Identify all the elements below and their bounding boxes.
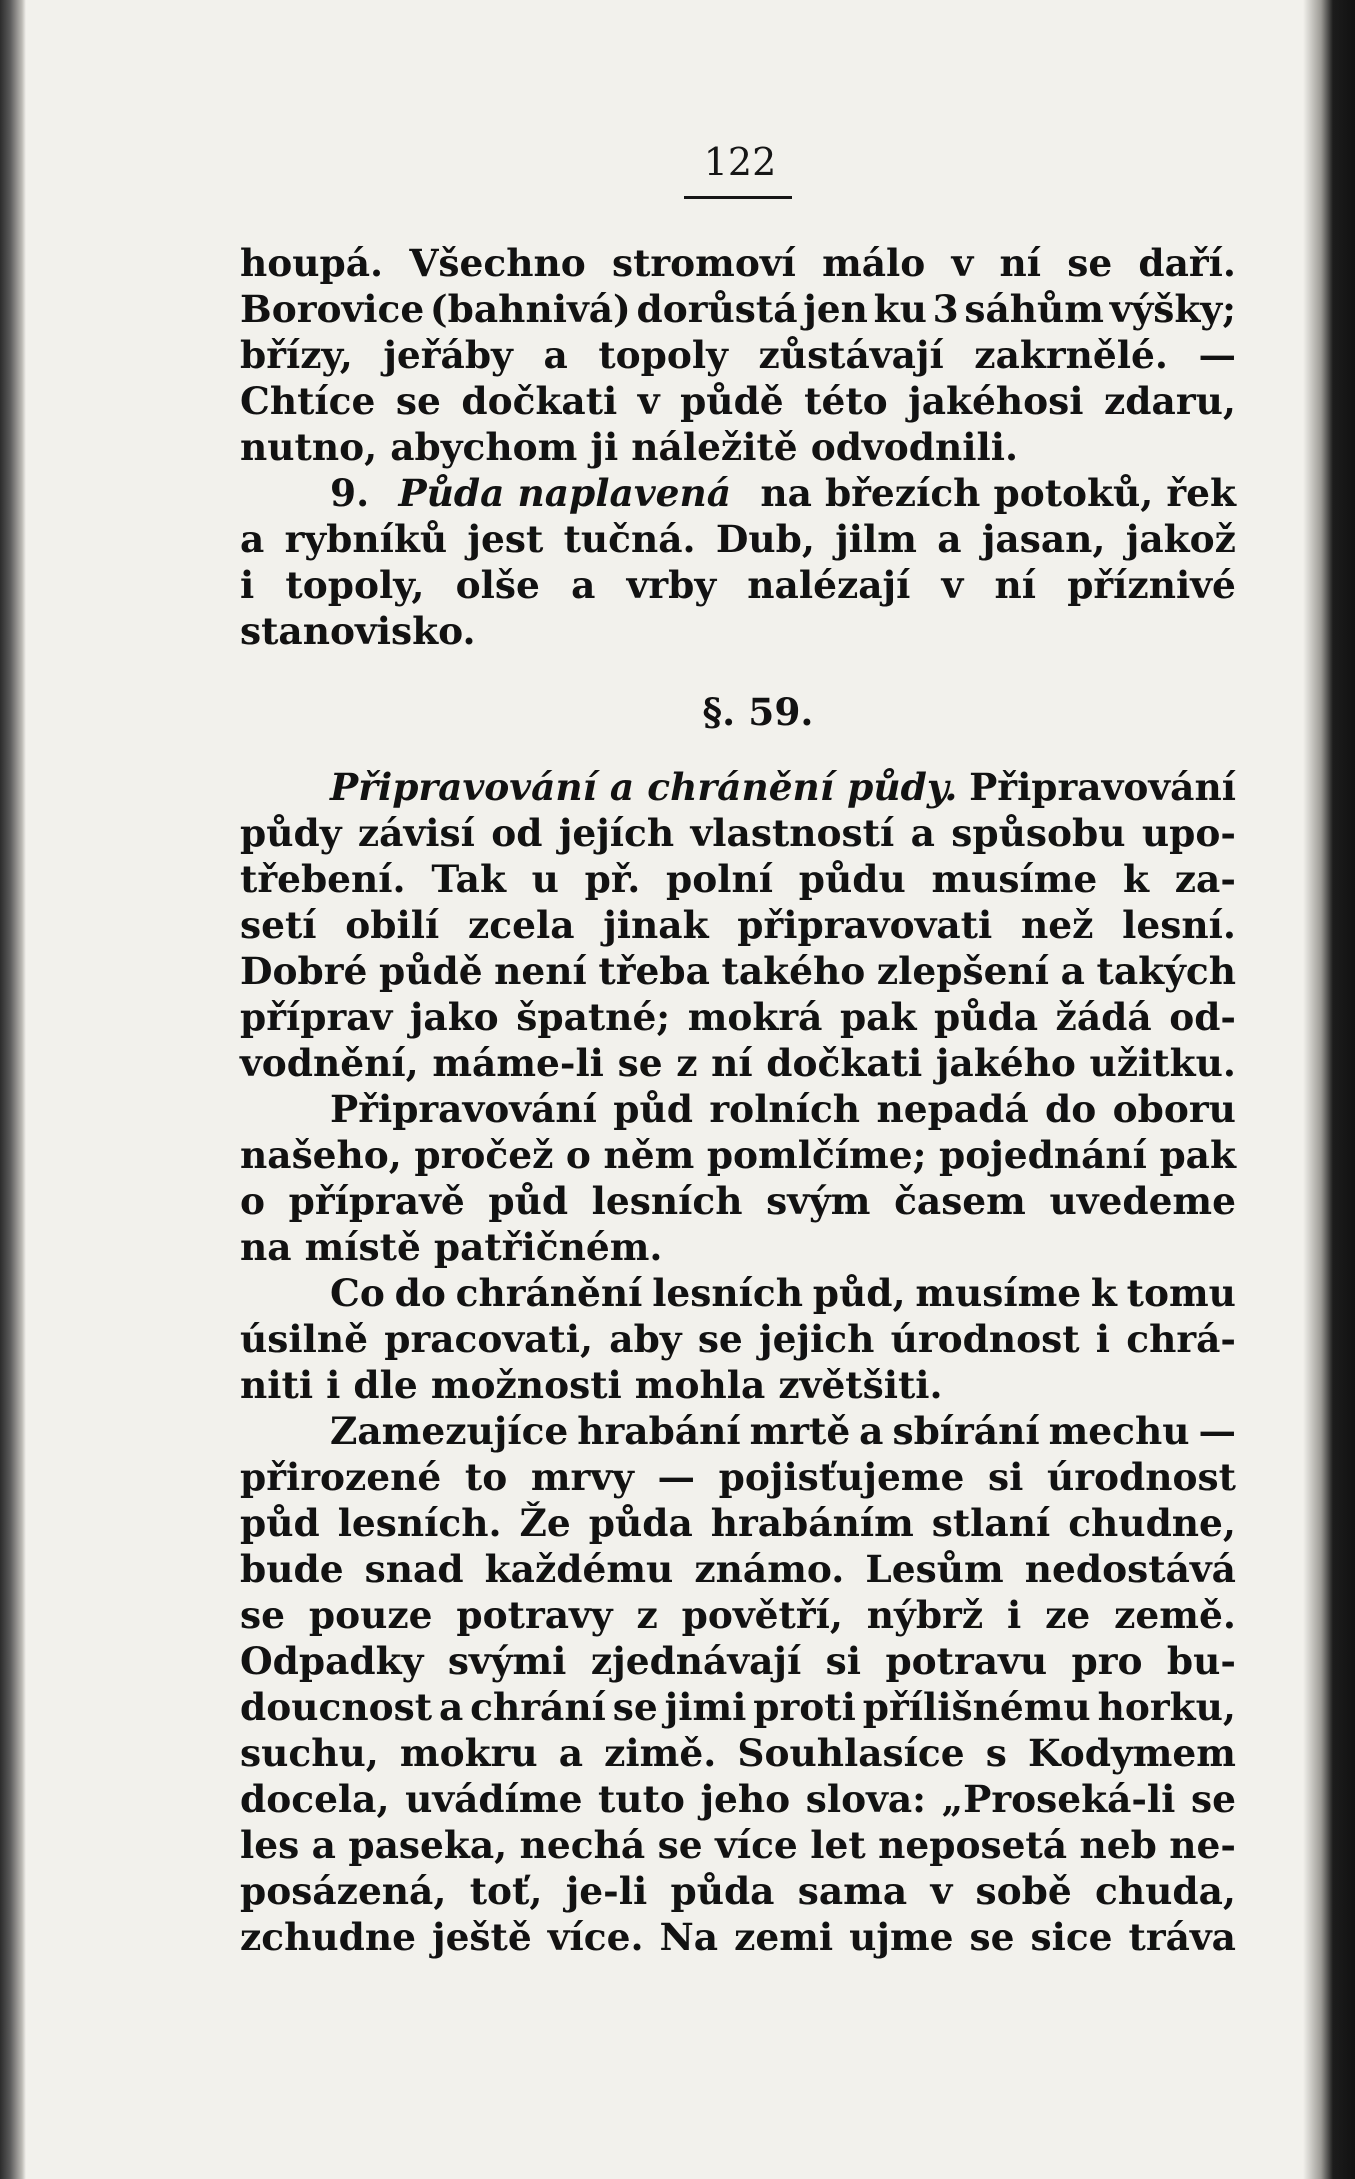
section-number: §. 59. — [702, 690, 814, 734]
paragraph — [240, 764, 1236, 1086]
text-line: příprav jako špatné; mokrá pak půda žádá od- — [240, 995, 1236, 1039]
scan-right-edge — [1303, 0, 1355, 2179]
text-line: o přípravě půd lesních svým časem uvedeme — [240, 1179, 1236, 1223]
text-line: niti i dle možnosti mohla zvětšiti. — [240, 1363, 943, 1407]
paragraph — [240, 1086, 1236, 1270]
scan-left-edge — [0, 0, 26, 2179]
text-line: setí obilí zcela jinak připravovati než lesní. — [240, 903, 1236, 947]
text-line — [240, 764, 1236, 810]
text-line: se pouze potravy z povětří, nýbrž i ze země. — [240, 1593, 1236, 1637]
page-number: 122 — [703, 140, 777, 184]
text-line: a rybníků jest tučná. Dub, jilm a jasan, jakož — [240, 517, 1236, 561]
section-title: Připravování a chránění půdy. — [330, 765, 958, 809]
page-number-underline — [684, 196, 792, 199]
text-line: suchu, mokru a zimě. Souhlasíce s Kodymem — [240, 1731, 1236, 1775]
text-line: Odpadky svými zjednávají si potravu pro bu- — [240, 1639, 1236, 1683]
paragraph — [240, 240, 1236, 470]
body-text — [240, 240, 1236, 1960]
text-line: i topoly, olše a vrby nalézají v ní příznivé — [240, 563, 1236, 607]
text-line: Co do chránění lesních půd, musíme k tomu — [330, 1271, 1236, 1315]
line-rest: na březích potoků, řek — [760, 471, 1236, 515]
text-line: bude snad každému známo. Lesům nedostává — [240, 1547, 1236, 1591]
text-line: úsilně pracovati, aby se jejich úrodnost i chrá- — [240, 1317, 1236, 1361]
text-line: les a paseka, nechá se více let neposetá neb ne- — [240, 1823, 1236, 1867]
line-rest: Připravování — [969, 765, 1236, 809]
text-line: půd lesních. Že půda hrabáním stlaní chudne, — [240, 1501, 1236, 1545]
text-line: na místě patřičném. — [240, 1225, 663, 1269]
text-line: nutno, abychom ji náležitě odvodnili. — [240, 425, 1019, 469]
text-line: břízy, jeřáby a topoly zůstávají zakrnělé. — — [240, 333, 1236, 377]
text-line: půdy závisí od jejích vlastností a spůsobu upo- — [240, 811, 1236, 855]
text-line: našeho, pročež o něm pomlčíme; pojednání pak — [240, 1133, 1236, 1177]
text-line: houpá. Všechno stromoví málo v ní se daří. — [240, 241, 1236, 285]
text-line: Zamezujíce hrabání mrtě a sbírání mechu — — [330, 1409, 1236, 1453]
text-line: Dobré půdě není třeba takého zlepšení a takých — [240, 949, 1236, 993]
item-number: 9. — [330, 471, 370, 515]
paragraph — [240, 470, 1236, 654]
paragraph — [240, 1270, 1236, 1408]
text-line: vodnění, máme-li se z ní dočkati jakého užitku. — [240, 1041, 1236, 1085]
text-line: Chtíce se dočkati v půdě této jakéhosi zdaru, — [240, 379, 1236, 423]
text-line: zchudne ještě více. Na zemi ujme se sice tráva — [240, 1915, 1236, 1959]
text-line: Připravování půd rolních nepadá do oboru — [330, 1087, 1236, 1131]
text-line: docela, uvádíme tuto jeho slova: „Proseká-li se — [240, 1777, 1236, 1821]
text-line: přirozené to mrvy — pojisťujeme si úrodnost — [240, 1455, 1236, 1499]
text-line: posázená, toť, je-li půda sama v sobě chuda, — [240, 1869, 1236, 1913]
text-line — [240, 470, 1236, 516]
text-line: třebení. Tak u př. polní půdu musíme k za- — [240, 857, 1236, 901]
text-line: Borovice (bahnivá) dorůstá jen ku 3 sáhům výšky; — [240, 287, 1236, 331]
text-line: stanovisko. — [240, 609, 476, 653]
text-line: doucnost a chrání se jimi proti přílišnému horku, — [240, 1685, 1236, 1729]
italic-term: Půda naplavená — [398, 471, 732, 515]
paragraph — [240, 1408, 1236, 1960]
